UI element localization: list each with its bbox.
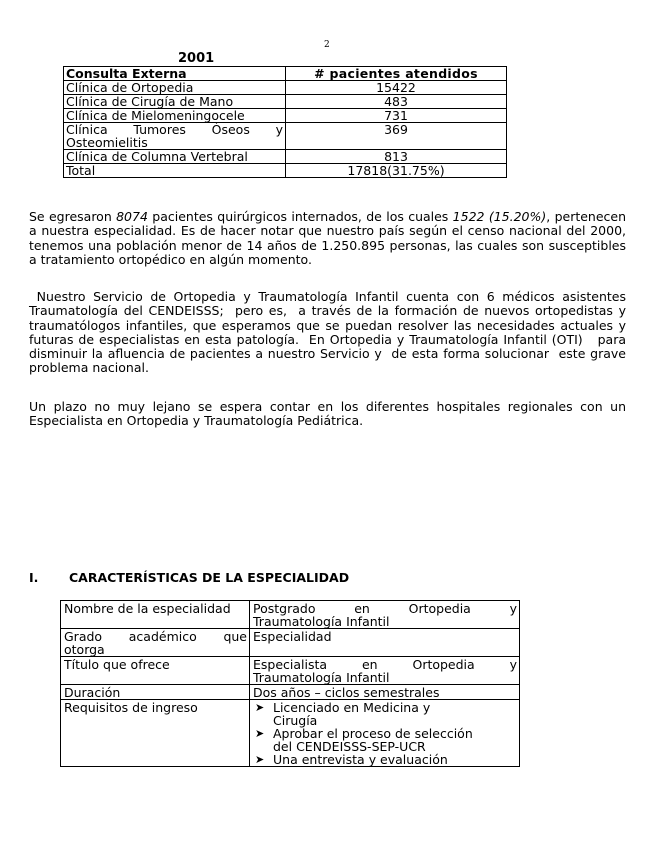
outpatient-table	[63, 66, 507, 178]
row-label: Clínica de Cirugía de Mano	[64, 95, 286, 109]
requirements-label: Requisitos de ingreso	[61, 700, 250, 767]
text-segment: pacientes quirúrgicos internados, de los cuales	[147, 209, 453, 224]
degree-value: Especialidad	[250, 629, 520, 657]
total-value: 17818(31.75%)	[286, 164, 507, 178]
paragraph-outlook: Un plazo no muy lejano se espera contar en los diferentes hospitales regionales con un Especialista en Ortopedia y Traumatología Pediátrica.	[29, 399, 626, 429]
arrow-bullet-icon: ➤	[255, 753, 265, 766]
row-value: 813	[286, 150, 507, 164]
table-row	[61, 685, 520, 700]
header-consulta-externa: Consulta Externa	[64, 67, 286, 81]
title-value-line2: Traumatología Infantil	[253, 670, 390, 685]
discharge-count: 8074	[116, 209, 148, 224]
arrow-bullet-icon: ➤	[255, 701, 265, 714]
paragraph-discharges	[29, 210, 626, 267]
text-segment: Se egresaron	[29, 209, 117, 224]
title-value-line1: Especialista en Ortopedia y	[253, 657, 517, 672]
title-label: Título que ofrece	[61, 657, 250, 685]
table-row	[64, 95, 507, 109]
specialty-count: 1522 (15.20%)	[452, 209, 547, 224]
table-row	[64, 123, 507, 150]
table-total-row	[64, 164, 507, 178]
requirement-text: Aprobar el proceso de selección del CENDEISSS-SEP-UCR	[273, 726, 473, 754]
row-label-line1: Clínica Tumores Óseos y	[66, 122, 283, 137]
list-item	[253, 701, 477, 727]
row-value: 731	[286, 109, 507, 123]
table-header-row	[64, 67, 507, 81]
name-value-line1: Postgrado en Ortopedia y	[253, 601, 517, 616]
requirement-text: Una entrevista y evaluación	[273, 752, 448, 767]
row-label	[64, 123, 286, 150]
row-label: Clínica de Columna Vertebral	[64, 150, 286, 164]
specialty-table	[60, 600, 520, 767]
name-value-line2: Traumatología Infantil	[253, 614, 390, 629]
duration-value: Dos años – ciclos semestrales	[250, 685, 520, 700]
row-value: 369	[286, 123, 507, 150]
paragraph-service: Nuestro Servicio de Ortopedia y Traumatología Infantil cuenta con 6 médicos asistentes Traumatología del CENDEISSS; pero es, a través de la formación de nuevos ortopedistas y traumatólogos infantiles, que esperamos que se puedan resolver las necesidades actuales y futuras de especialistas en esta patología. En Ortopedia y Traumatología Infantil (OTI) para disminuir la afluencia de pacientes a nuestro Servicio y de esta forma solucionar este grave problema nacional.	[29, 289, 630, 376]
table-row	[61, 629, 520, 657]
table-row	[61, 601, 520, 629]
year-title: 2001	[178, 51, 215, 66]
text-segment: , pertenecen a nuestra especialidad. Es de hacer notar que nuestro país según el censo nacional del 2000, tenemos una población menor de 14 años de 1.250.895 personas, las cuales son susceptibles a tratamiento ortopédico en algún momento.	[29, 209, 627, 267]
name-value	[250, 601, 520, 629]
degree-label-line2: otorga	[64, 642, 105, 657]
total-label: Total	[64, 164, 286, 178]
row-label: Clínica de Mielomeningocele	[64, 109, 286, 123]
row-label-line2: Osteomielitis	[66, 135, 148, 150]
row-value: 483	[286, 95, 507, 109]
requirements-value	[250, 700, 520, 767]
section-number: I.	[29, 570, 39, 585]
row-label: Clínica de Ortopedia	[64, 81, 286, 95]
arrow-bullet-icon: ➤	[255, 727, 265, 740]
degree-label	[61, 629, 250, 657]
list-item	[253, 753, 477, 766]
table-row	[64, 81, 507, 95]
row-value: 15422	[286, 81, 507, 95]
table-row	[61, 700, 520, 767]
degree-label-line1: Grado académico que	[64, 629, 247, 644]
duration-label: Duración	[61, 685, 250, 700]
requirements-list	[253, 701, 517, 766]
table-row	[61, 657, 520, 685]
table-row	[64, 150, 507, 164]
table-row	[64, 109, 507, 123]
name-label: Nombre de la especialidad	[61, 601, 250, 629]
requirement-text: Licenciado en Medicina y Cirugía	[273, 700, 431, 728]
header-pacientes-atendidos: # pacientes atendidos	[286, 67, 507, 81]
section-title: CARACTERÍSTICAS DE LA ESPECIALIDAD	[69, 570, 350, 585]
title-value	[250, 657, 520, 685]
list-item	[253, 727, 477, 753]
page-number: 2	[324, 40, 330, 50]
